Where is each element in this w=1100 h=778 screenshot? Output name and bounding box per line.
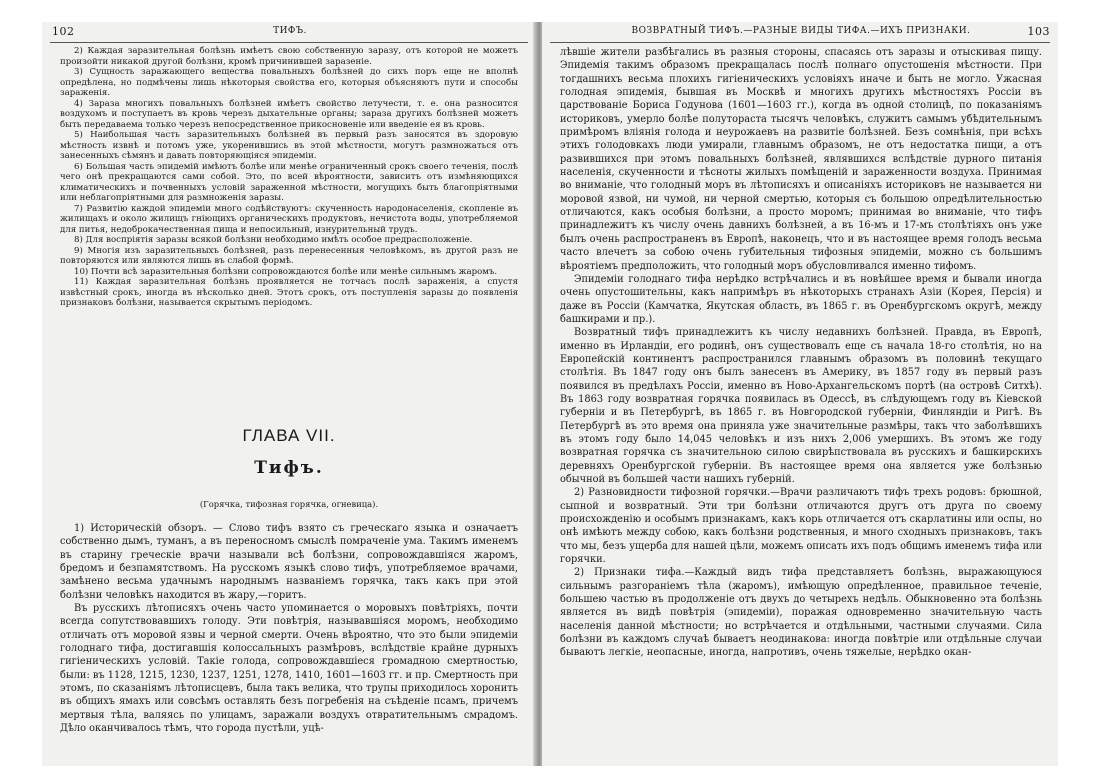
right-page bbox=[542, 22, 1058, 766]
chapter-title: Тифъ. bbox=[254, 458, 324, 478]
list-item: 3) Сущность заражающего вещества повальныхъ болѣзней до сихъ поръ еще не вполнѣ опредѣлена, но подмѣчены лишь нѣкоторыя свойства его, которыя объясняютъ пути и способы зараженія. bbox=[60, 67, 518, 98]
chapter-heading: ГЛАВА VII. bbox=[242, 426, 336, 445]
paragraph: Въ русскихъ лѣтописяхъ очень часто упоминается о моровыхъ повѣтріяхъ, почти всегда сопутствовавшихъ голоду. Эти повѣтрія, называвшіяся моромъ, необходимо отличать отъ моровой язвы и черной смерти. Очень вѣроятно, что это были эпидеміи голоднаго тифа, достигавшія колоссальныхъ размѣровъ, вслѣдствіе крайне дурныхъ гигіеническихъ условій. Такіе голода, сопровождавшіеся громадною смертностью, были: въ 1128, 1215, 1230, 1237, 1251, 1278, 1410, 1601—1603 гг. и пр. Смертность при этомъ, по сказаніямъ лѣтописцевъ, была такъ велика, что трупы приходилось хоронить въ общихъ ямахъ или совсѣмъ оставлять безъ погребенія на съѣденіе псамъ, причемъ мертвыя тѣла, валяясь по улицамъ, заражали воздухъ отвратительнымъ смрадомъ. Дѣло оканчивалось тѣмъ, что города пустѣли, уцѣ- bbox=[60, 603, 518, 735]
paragraph: 2) Разновидности тифозной горячки.—Врачи различаютъ тифъ трехъ родовъ: брюшной, сыпной и возвратный. Эти три болѣзни отличаются другъ отъ друга по своему происхожденію и особымъ признакамъ, какъ корь отличается отъ скарлатины или оспы, но онѣ имѣютъ между собою, какъ болѣзни родственныя, и много сходныхъ признаковъ, такъ что мы, безъ ущерба для нашей цѣли, можемъ описать ихъ подъ общимъ именемъ тифа или горячки. bbox=[560, 487, 1042, 566]
left-body-text bbox=[60, 522, 518, 762]
left-running-head bbox=[52, 26, 528, 40]
list-item: 4) Зараза многихъ повальныхъ болѣзней имѣетъ свойство летучести, т. е. она разносится воздухомъ и поступаетъ въ кровь черезъ дыхательные органы; зараза другихъ болѣзней можетъ быть передаваема только черезъ непосредственное прикосновеніе или введеніе ея въ кровь. bbox=[60, 98, 518, 130]
list-item: 11) Каждая заразительная болѣзнь проявляется не тотчасъ послѣ зараженія, а спустя извѣстный срокъ, иногда въ нѣсколько дней. Этотъ срокъ, отъ поступленія заразы до появленія признаковъ болѣзни, называется скрытымъ періодомъ. bbox=[60, 277, 518, 308]
left-header-rule bbox=[50, 42, 528, 43]
list-item: 8) Для воспріятія заразы всякой болѣзни необходимо имѣть особое предрасположеніе. bbox=[74, 235, 473, 245]
left-running-title: ТИФЪ. bbox=[273, 26, 307, 36]
paragraph: лѣвшіе жители разбѣгались въ разныя стороны, спасаясь отъ заразы и отыскивая пищу. Эпидемія такимъ образомъ прекращалась послѣ полнаго опустошенія мѣстности. При тогдашнихъ весьма плохихъ гигіеническихъ условіяхъ иначе и быть не могло. Ужасная голодная эпидемія, бывшая въ Москвѣ и многихъ другихъ мѣстностяхъ Россіи въ царствованіе Бориса Годунова (1601—1603 гг.), когда въ одной столицѣ, по показаніямъ историковъ, умерло болѣе полутораста тысячъ человѣкъ, служитъ самымъ убѣдительнымъ примѣромъ вліянія голода и неурожаевъ на развитіе болѣзней. Безъ сомнѣнія, при всѣхъ этихъ голодовкахъ люди умирали, главнымъ образомъ, не отъ недостатка пищи, а отъ развившихся при этомъ повальныхъ болѣзней, являвшихся вслѣдствіе дурного питанія населенія, скученности и тѣсноты жилыхъ помѣщеній и зараженности воздуха. Принимая во вниманіе, что голодный моръ въ лѣтописяхъ и описаніяхъ историковъ не называется ни моровой язвой, ни чумой, ни черной смертью, которыя съ большою опредѣлительностью отличаются, какъ особыя болѣзни, а просто моромъ; принимая во вниманіе, что тифъ принадлежитъ къ числу очень давнихъ болѣзней, а въ 16-мъ и 17-мъ столѣтіяхъ онъ уже былъ очень распространенъ въ Европѣ, наконецъ, что и въ настоящее время голодъ весьма часто влечетъ за собою очень губительныя тифозныя эпидеміи, можно съ большимъ вѣроятіемъ предположить, что голодный моръ обусловливался именно тифомъ. bbox=[560, 47, 1042, 272]
paragraph: 2) Признаки тифа.—Каждый видъ тифа представляетъ болѣзнь, выражающуюся сильнымъ разгораніемъ тѣла (жаромъ), имѣющую опредѣленное, правильное теченіе, большею частью въ продолженіе отъ двухъ до четырехъ недѣль. Обыкновенно эта болѣзнь является въ видѣ повѣтрія (эпидеміи), поражая одновременно значительную часть населенія данной мѣстности; но встрѣчается и отдѣльными, частными случаями. Сила болѣзни въ каждомъ случаѣ бываетъ неодинакова: иногда повѣтріе или отдѣльные случаи бываютъ легкіе, неопасные, иногда, напротивъ, очень тяжелые, нерѣдко окан- bbox=[560, 567, 1042, 659]
list-item: 6) Большая часть эпидемій имѣютъ болѣе или менѣе ограниченный срокъ своего теченія, послѣ чего онѣ прекращаются сами собой. Это, по всей вѣроятности, зависитъ отъ измѣняющихся климатическихъ и почвенныхъ условій зараженной мѣстности, могущихъ быть благопріятными или неблагопріятными для размноженія заразы. bbox=[60, 161, 518, 203]
list-item: 5) Наибольшая часть заразительныхъ болѣзней въ первый разъ заносятся въ здоровую мѣстность извнѣ и потомъ уже, укоренившись въ этой мѣстности, могутъ размножаться отъ занесенныхъ сѣмянъ и давать повторяющіяся эпидеміи. bbox=[60, 130, 518, 161]
list-item: 7) Развитію каждой эпидеміи много содѣйствуютъ: скученность народонаселенія, скопленіе въ жилищахъ и около жилищъ гніющихъ органическихъ продуктовъ, нечистота воды, употребляемой для питья, недоброкачественная пища и непосильный, изнурительный трудъ. bbox=[60, 203, 518, 235]
right-page-number: 103 bbox=[1027, 25, 1050, 38]
left-page-number: 102 bbox=[52, 25, 75, 38]
paragraph: 1) Историческій обзоръ. — Слово тифъ взято съ греческаго языка и означаетъ собственно дымъ, туманъ, а въ переносномъ смыслѣ помраченіе ума. Такимъ именемъ въ старину греческіе врачи называли всѣ болѣзни, сопровождавшіяся жаромъ, бредомъ и безпамятствомъ. На русскомъ языкѣ слово тифъ, употребляемое врачами, замѣнено весьма удачнымъ народнымъ названіемъ горячка, такъ какъ при этой болѣзни человѣкъ находится въ жару,—горитъ. bbox=[60, 523, 518, 601]
right-body-text bbox=[560, 46, 1042, 762]
right-header-rule bbox=[550, 42, 1050, 43]
left-page bbox=[42, 22, 536, 766]
chapter-subtitle: (Горячка, тифозная горячка, огневица). bbox=[199, 499, 379, 509]
paragraph: Возвратный тифъ принадлежитъ къ числу недавнихъ болѣзней. Правда, въ Европѣ, именно въ Ирландіи, его родинѣ, онъ существовалъ еще съ начала 18-го столѣтія, но на Европейскій континентъ распространился главнымъ образомъ въ половинѣ текущаго столѣтія. Въ 1847 году онъ былъ занесенъ въ Америку, въ 1857 году въ первый разъ появился въ предѣлахъ Россіи, именно въ Ново-Архангельскомъ портѣ (на островѣ Ситхѣ). Въ 1863 году возвратная горячка появилась въ Одессѣ, въ слѣдующемъ году въ Кіевской губерніи и въ Петербургѣ, въ 1865 г. въ Новгородской губерніи, Финляндіи и Ригѣ. Въ Петербургѣ въ это время она приняла уже значительные размѣры, такъ что заболѣвшихъ въ этомъ году было 14,045 человѣкъ и изъ нихъ 2,006 умершихъ. Въ этомъ же году возвратная горячка съ значительною силою свирѣпствовала въ русскихъ и башкирскихъ деревняхъ Оренбургской губерніи. Въ настоящее время она является уже болѣзнью обычной въ большей части нашихъ губерній. bbox=[560, 327, 1042, 485]
numbered-list bbox=[60, 46, 518, 309]
paragraph: Эпидеміи голоднаго тифа нерѣдко встрѣчались и въ новѣйшее время и бывали иногда очень опустошительны, какъ напримѣръ въ нѣкоторыхъ странахъ Азіи (Корея, Персія) и даже въ Россіи (Камчатка, Якутская область, въ 1865 г. въ Оренбургскомъ округѣ, между башкирами и пр.). bbox=[560, 273, 1042, 325]
right-running-title: ВОЗВРАТНЫЙ ТИФЪ.—РАЗНЫЕ ВИДЫ ТИФА.—ИХЪ ПРИЗНАКИ. bbox=[631, 26, 971, 36]
list-item: 2) Каждая заразительная болѣзнь имѣетъ свою собственную заразу, отъ которой не можетъ произойти никакой другой болѣзни, кромѣ причинившей заразеніе. bbox=[60, 46, 518, 67]
list-item: 9) Многія изъ заразительныхъ болѣзней, разъ перенесенныя человѣкомъ, въ другой разъ не повторяются или являются лишь въ слабой формѣ. bbox=[60, 245, 518, 266]
list-item: 10) Почти всѣ заразительныя болѣзни сопровождаются болѣе или менѣе сильнымъ жаромъ. bbox=[74, 266, 498, 277]
right-running-head bbox=[552, 26, 1050, 40]
